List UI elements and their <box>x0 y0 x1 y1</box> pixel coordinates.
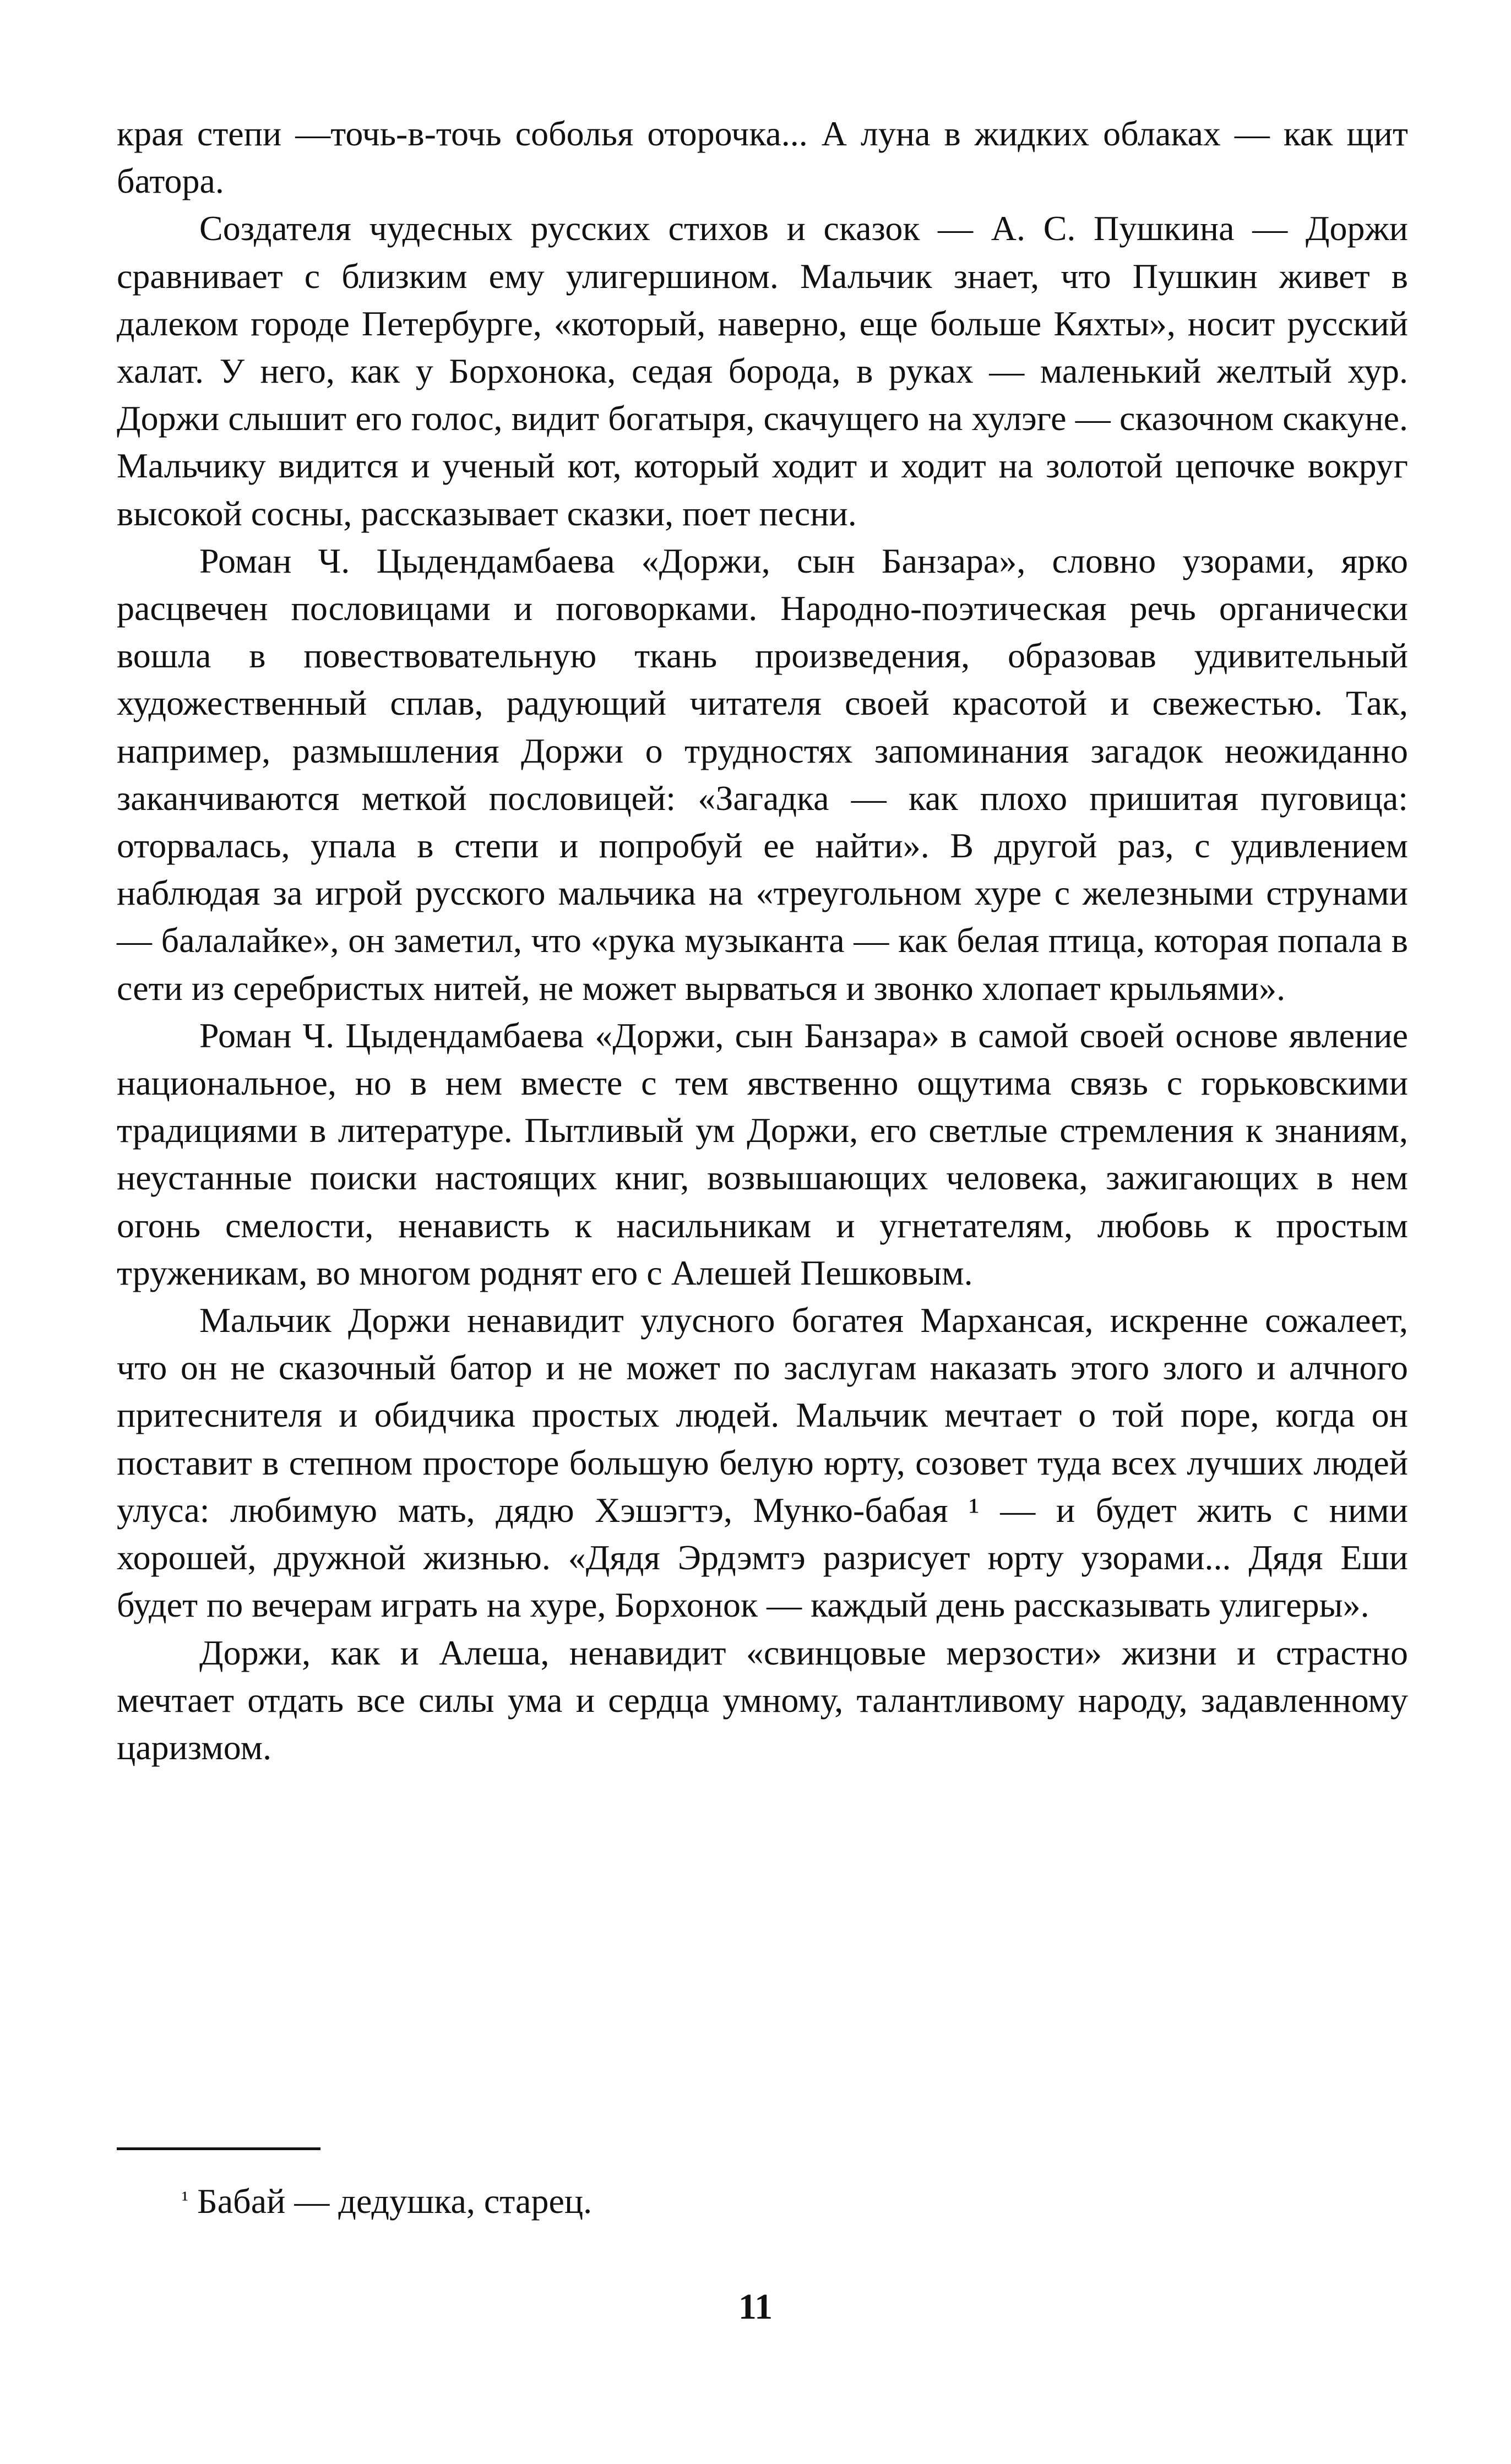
paragraph-6: Доржи, как и Алеша, ненавидит «свинцовые мерзости» жизни и страстно мечтает отдать все силы ума и сердца умному, талантливому народу, задавленному царизмом. <box>117 1633 1408 1767</box>
paragraph-5: Мальчик Доржи ненавидит улусного богатея Мархансая, искренне сожалеет, что он не сказочный батор и не может по заслугам наказать этого злого и алчного притеснителя и обидчика простых людей. Мальчик мечтает о той поре, когда он поставит в степном просторе большую белую юрту, созовет туда всех лучших людей улуса: любимую мать, дядю Хэшэгтэ, Мунко-бабая ¹ — и будет жить с ними хорошей, дружной жизнью. «Дядя Эрдэмтэ разрисует юрту узорами... Дядя Еши будет по вечерам играть на хуре, Борхонок — каждый день рассказывать улигеры». <box>117 1301 1408 1625</box>
body-text <box>117 110 1408 1771</box>
paragraph-2: Создателя чудесных русских стихов и сказок — А. С. Пушкина — Доржи сравнивает с близким ему улигершином. Мальчик знает, что Пушкин живет в далеком городе Петербурге, «который, наверно, еще больше Кяхты», носит русский халат. У него, как у Борхонока, седая борода, в руках — маленький желтый хур. Доржи слышит его голос, видит богатыря, скачущего на хулэге — сказочном скакуне. Мальчику видится и ученый кот, который ходит и ходит на золотой цепочке вокруг высокой сосны, рассказывает сказки, поет песни. <box>117 209 1408 533</box>
footnote <box>182 2178 592 2225</box>
page-number: 11 <box>738 2287 773 2327</box>
footnote-marker: ¹ <box>182 2186 188 2211</box>
paragraph-4: Роман Ч. Цыдендамбаева «Доржи, сын Банзара» в самой своей основе явление национальное, но в нем вместе с тем явственно ощутима связь с горьковскими традициями в литературе. Пытливый ум Доржи, его светлые стремления к знаниям, неустанные поиски настоящих книг, возвышающих человека, зажигающих в нем огонь смелости, ненависть к насильникам и угнетателям, любовь к простым труженикам, во многом роднят его с Алешей Пешковым. <box>117 1015 1408 1292</box>
paragraph-3: Роман Ч. Цыдендамбаева «Доржи, сын Банзара», словно узорами, ярко расцвечен пословицами и поговорками. Народно-поэтическая речь органически вошла в повествовательную ткань произведения, образовав удивительный художественный сплав, радующий читателя своей красотой и свежестью. Так, например, размышления Доржи о трудностях запоминания загадок неожиданно заканчиваются меткой пословицей: «Загадка — как плохо пришитая пуговица: оторвалась, упала в степи и попробуй ее найти». В другой раз, с удивлением наблюдая за игрой русского мальчика на «треугольном хуре с железными струнами — балалайке», он заметил, что «рука музыканта — как белая птица, которая попала в сети из серебристых нитей, не может вырваться и звонко хлопает крыльями». <box>117 541 1408 1008</box>
footnote-divider <box>117 2147 320 2150</box>
paragraph-1: края степи —точь-в-точь соболья оторочка... А луна в жидких облаках — как щит батора. <box>117 114 1408 201</box>
footnote-text: Бабай — дедушка, старец. <box>197 2182 593 2221</box>
